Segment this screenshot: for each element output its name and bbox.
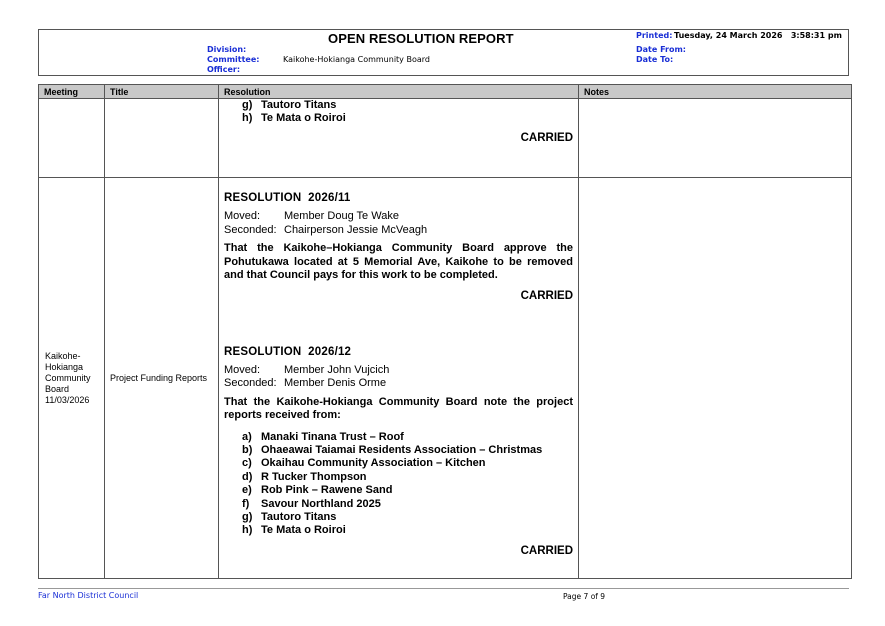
table-header-row bbox=[39, 85, 852, 99]
resolution-cell bbox=[219, 99, 579, 178]
column-header-resolution: Resolution bbox=[219, 85, 579, 99]
resolution-heading: RESOLUTION 2026/12 bbox=[224, 345, 352, 358]
status-carried: CARRIED bbox=[520, 289, 573, 302]
list-item: g) Tautoro Titans bbox=[242, 99, 337, 111]
resolution-cell bbox=[219, 178, 579, 579]
column-header-notes: Notes bbox=[579, 85, 852, 99]
meeting-date: 11/03/2026 bbox=[45, 394, 90, 405]
moved-value: Member John Vujcich bbox=[284, 363, 390, 376]
status-carried: CARRIED bbox=[520, 131, 573, 144]
officer-label: Officer: bbox=[207, 65, 241, 74]
committee-value: Kaikohe-Hokianga Community Board bbox=[283, 55, 430, 64]
resolution-heading: RESOLUTION 2026/11 bbox=[224, 192, 351, 204]
meeting-line: Hokianga bbox=[45, 361, 84, 372]
resolution-block bbox=[224, 192, 573, 302]
notes-cell bbox=[579, 99, 852, 178]
date-to-label: Date To: bbox=[636, 55, 674, 64]
printed-value: Tuesday, 24 March 2026 3:58:31 pm bbox=[674, 31, 842, 40]
table-row bbox=[39, 178, 852, 579]
seconded-value: Chairperson Jessie McVeagh bbox=[284, 223, 428, 236]
resolution-body: That the Kaikohe-Hokianga Community Board note the project reports received from: bbox=[224, 395, 573, 421]
list-item: e) Rob Pink – Rawene Sand bbox=[242, 484, 393, 497]
printed-label: Printed: bbox=[636, 31, 673, 40]
list-item: f) Savour Northland 2025 bbox=[242, 497, 381, 510]
moved-value: Member Doug Te Wake bbox=[284, 210, 399, 222]
meeting-line: Board bbox=[45, 383, 70, 394]
meeting-cell bbox=[39, 178, 105, 579]
moved-label: Moved: bbox=[224, 363, 261, 376]
date-from-label: Date From: bbox=[636, 45, 687, 54]
title-cell bbox=[105, 178, 219, 579]
footer-divider bbox=[38, 588, 849, 589]
resolution-block bbox=[224, 346, 573, 557]
item-title: Project Funding Reports bbox=[110, 373, 208, 383]
moved-label: Moved: bbox=[224, 210, 261, 222]
meeting-cell bbox=[39, 99, 105, 178]
resolution-body: That the Kaikohe–Hokianga Community Board approve the Pohutukawa located at 5 Memorial Ave, Kaikohe to be removed and that Council pays for this work to be completed. bbox=[224, 242, 573, 281]
continued-list bbox=[242, 99, 573, 126]
resolution-table bbox=[38, 84, 852, 579]
notes-cell bbox=[579, 178, 852, 579]
committee-label: Committee: bbox=[207, 55, 260, 64]
list-item: a) Manaki Tinana Trust – Roof bbox=[242, 430, 404, 443]
footer-organisation: Far North District Council bbox=[38, 591, 139, 600]
report-title: OPEN RESOLUTION REPORT bbox=[328, 31, 514, 46]
status-carried: CARRIED bbox=[520, 544, 573, 557]
column-header-meeting: Meeting bbox=[39, 85, 105, 99]
title-cell bbox=[105, 99, 219, 178]
seconded-label: Seconded: bbox=[224, 377, 277, 389]
project-reports-list bbox=[242, 431, 573, 538]
meeting-line: Community bbox=[45, 372, 91, 383]
division-label: Division: bbox=[207, 45, 247, 54]
list-item: c) Okaihau Community Association – Kitchen bbox=[242, 457, 486, 470]
list-item: g) Tautoro Titans bbox=[242, 510, 337, 523]
list-item: d) R Tucker Thompson bbox=[242, 470, 367, 483]
list-item: h) Te Mata o Roiroi bbox=[242, 112, 346, 125]
seconded-value: Member Denis Orme bbox=[284, 377, 387, 389]
meeting-line: Kaikohe- bbox=[45, 350, 81, 361]
list-item: b) Ohaeawai Taiamai Residents Association – Christmas bbox=[242, 443, 543, 456]
seconded-label: Seconded: bbox=[224, 223, 277, 236]
table-row bbox=[39, 99, 852, 178]
page-number: Page 7 of 9 bbox=[563, 592, 606, 601]
column-header-title: Title bbox=[105, 85, 219, 99]
list-item: h) Te Mata o Roiroi bbox=[242, 524, 346, 537]
